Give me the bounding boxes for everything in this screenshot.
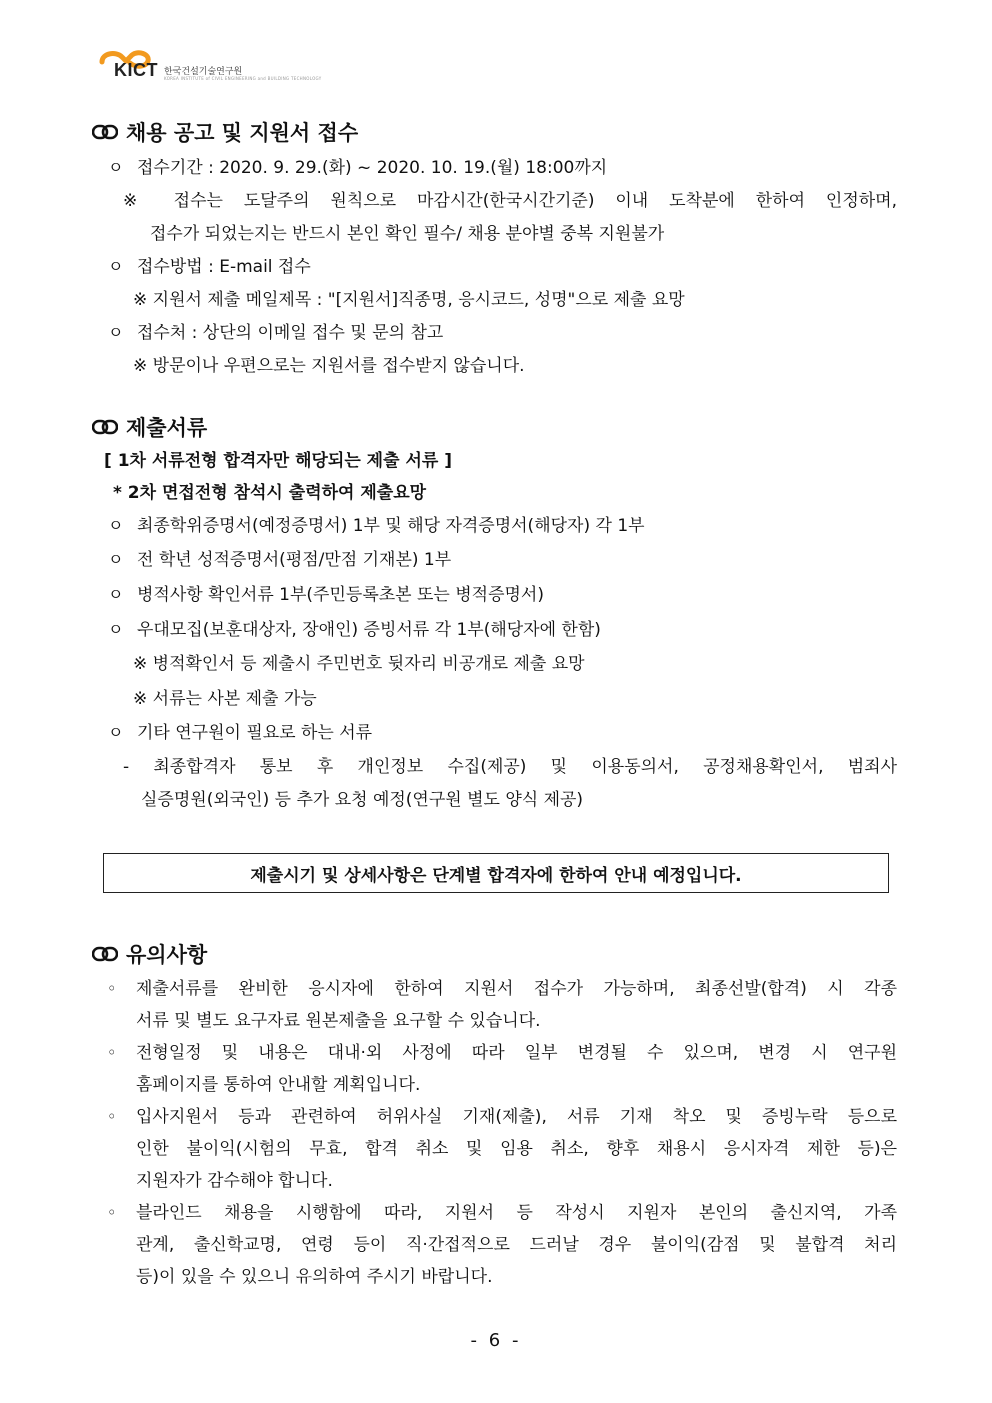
- link-icon: [92, 124, 118, 140]
- bullet-circle: ㅇ: [108, 723, 124, 742]
- document-note: ※ 병적확인서 등 제출시 주민번호 뒷자리 비공개로 제출 요망: [133, 654, 585, 674]
- link-icon: [92, 419, 118, 435]
- bullet-circle: ㅇ: [108, 323, 124, 342]
- precaution-line: 홈페이지를 통하여 안내할 계획입니다.: [136, 1075, 421, 1095]
- document-item: 최종학위증명서(예정증명서) 1부 및 해당 자격증명서(해당자) 각 1부: [137, 516, 645, 536]
- precaution-line: 입사지원서 등과 관련하여 허위사실 기재(제출), 서류 기재 착오 및 증빙누락 등으로: [136, 1107, 897, 1127]
- precaution-line: 제출서류를 완비한 응시자에 한하여 지원서 접수가 가능하며, 최종선발(합격) 시 각종: [136, 979, 897, 999]
- document-item: 전 학년 성적증명서(평점/만점 기재본) 1부: [137, 550, 452, 570]
- document-note: ※ 서류는 사본 제출 가능: [133, 689, 317, 709]
- bullet-small-circle: ◦: [107, 1203, 117, 1222]
- bullet-circle: ㅇ: [108, 158, 124, 177]
- other-detail-1: - 최종합격자 통보 후 개인정보 수집(제공) 및 이용동의서, 공정채용확인서, 범죄사: [123, 757, 897, 777]
- period-note-2: 접수가 되었는지는 반드시 본인 확인 필수/ 채용 분야별 중복 지원불가: [150, 224, 665, 244]
- section-title-recruitment: [92, 117, 358, 147]
- precaution-line: 관계, 출신학교명, 연령 등이 직·간접적으로 드러날 경우 불이익(감점 및 불합격 처리: [136, 1235, 897, 1255]
- documents-subheading: [ 1차 서류전형 합격자만 해당되는 제출 서류 ]: [104, 451, 452, 471]
- bullet-circle: ㅇ: [108, 550, 124, 569]
- document-item: 우대모집(보훈대상자, 장애인) 증빙서류 각 1부(해당자에 한함): [137, 620, 601, 640]
- bullet-circle: ㅇ: [108, 257, 124, 276]
- precaution-line: 인한 불이익(시험의 무효, 합격 취소 및 임용 취소, 향후 채용시 응시자격 제한 등)은: [136, 1139, 897, 1159]
- bullet-small-circle: ◦: [107, 979, 117, 998]
- document-item: 병적사항 확인서류 1부(주민등록초본 또는 병적증명서): [137, 585, 544, 605]
- documents-print-note: * 2차 면접전형 참석시 출력하여 제출요망: [113, 483, 427, 503]
- logo-org-name-en: KOREA INSTITUTE of CIVIL ENGINEERING and BUILDING TECHNOLOGY: [164, 76, 322, 81]
- section-title-text: 유의사항: [126, 943, 208, 967]
- section-title-precautions: [92, 939, 207, 969]
- other-documents: 기타 연구원이 필요로 하는 서류: [137, 723, 373, 743]
- bullet-circle: ㅇ: [108, 585, 124, 604]
- bullet-circle: ㅇ: [108, 620, 124, 639]
- period-line: 접수기간 : 2020. 9. 29.(화) ~ 2020. 10. 19.(월) 18:00까지: [137, 158, 608, 178]
- kict-logo: [96, 46, 322, 86]
- logo-kict-text: KICT: [114, 60, 158, 80]
- place-note: ※ 방문이나 우편으로는 지원서를 접수받지 않습니다.: [133, 356, 525, 376]
- method-note: ※ 지원서 제출 메일제목 : "[지원서]직종명, 응시코드, 성명"으로 제출 요망: [133, 290, 685, 310]
- section-title-text: 채용 공고 및 지원서 접수: [126, 121, 359, 145]
- link-icon: [92, 946, 118, 962]
- precaution-line: 전형일정 및 내용은 대내·외 사정에 따라 일부 변경될 수 있으며, 변경 시 연구원: [136, 1043, 897, 1063]
- bullet-small-circle: ◦: [107, 1107, 117, 1126]
- precaution-line: 지원자가 감수해야 합니다.: [136, 1171, 333, 1191]
- precaution-line: 등)이 있을 수 있으니 유의하여 주시기 바랍니다.: [136, 1267, 493, 1287]
- place-line: 접수처 : 상단의 이메일 접수 및 문의 참고: [137, 323, 444, 343]
- precaution-line: 블라인드 채용을 시행함에 따라, 지원서 등 작성시 지원자 본인의 출신지역, 가족: [136, 1203, 897, 1223]
- section-title-text: 제출서류: [126, 416, 208, 440]
- method-line: 접수방법 : E-mail 접수: [137, 257, 311, 277]
- other-detail-2: 실증명원(외국인) 등 추가 요청 예정(연구원 별도 양식 제공): [141, 790, 584, 810]
- notice-box: 제출시기 및 상세사항은 단계별 합격자에 한하여 안내 예정입니다.: [103, 853, 889, 893]
- page-number: - 6 -: [470, 1330, 522, 1351]
- period-note-1: ※ 접수는 도달주의 원칙으로 마감시간(한국시간기준) 이내 도착분에 한하여 인정하며,: [123, 191, 897, 211]
- section-title-documents: [92, 412, 207, 442]
- logo-org-name: 한국건설기술연구원: [164, 67, 243, 77]
- bullet-small-circle: ◦: [107, 1043, 117, 1062]
- precaution-line: 서류 및 별도 요구자료 원본제출을 요구할 수 있습니다.: [136, 1011, 541, 1031]
- bullet-circle: ㅇ: [108, 516, 124, 535]
